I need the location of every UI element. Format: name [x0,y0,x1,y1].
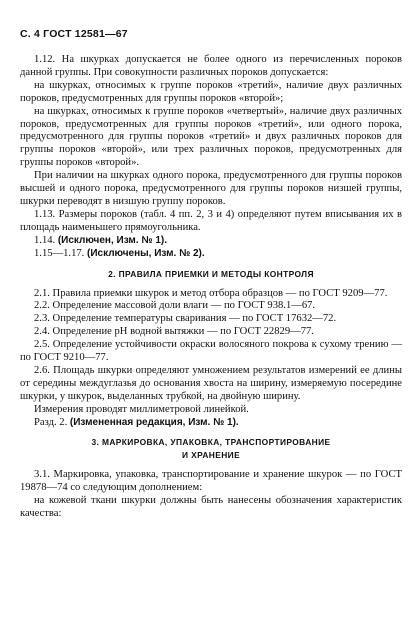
paragraph-2-3: 2.3. Определение температуры сваривания — по ГОСТ 17632—72. [34,313,337,325]
paragraph-3-1: 3.1. Маркировка, упаковка, транспортирование и хранение шкурок — по ГОСТ 19878—74 со следующим дополнением: [20,469,402,494]
paragraph-1-13: 1.13. Размеры пороков (табл. 4 пп. 2, 3 и 4) определяют путем вписывания их в площадь наименьшего прямоугольника. [20,208,402,233]
paragraph-2-6: 2.6. Площадь шкурки определяют умножением результатов измерений ее длины от середины междуглазья до основания хвоста на ширину, измеряемую посередине шкурки, у шкурок, выделанных трубкой, на двойную ширину. [20,364,402,402]
paragraph-single-defect: При наличии на шкурках одного порока, предусмотренного для группы пороков высшей и одного порока, предусмотренного для группы пороков низшей группы, шкурки переводят в низшую группу пороков. [20,170,402,207]
document-body [20,54,402,521]
paragraph-group-third: на шкурках, относимых к группе пороков «третий», наличие двух различных пороков, предусмотренных для группы пороков «второй»; [20,79,402,104]
section-3-title-line-1: 3. МАРКИРОВКА, УПАКОВКА, ТРАНСПОРТИРОВАНИЕ [91,437,331,448]
paragraph-section-2-note [20,417,402,430]
section-2-title: 2. ПРАВИЛА ПРИЕМКИ И МЕТОДЫ КОНТРОЛЯ [108,268,314,279]
paragraph-2-2: 2.2. Определение массовой доли влаги — по ГОСТ 938.1—67. [34,300,316,312]
section-3-title-line-2: И ХРАНЕНИЕ [181,450,241,461]
amendment-note: (Исключены, Изм. № 2). [86,247,205,259]
paragraph-2-4: 2.4. Определение pH водной вытяжки — по ГОСТ 22829—77. [34,326,314,338]
paragraph-1-12: 1.12. На шкурках допускается не более одного из перечисленных пороков данной группы. При совокупности различных пороков допускается: [20,54,402,78]
amendment-note: (Измененная редакция, Изм. № 1). [69,416,239,428]
page-header: С. 4 ГОСТ 12581—67 [20,28,128,40]
clause-number: 1.14. [34,234,56,246]
paragraph-measurement: Измерения проводят миллиметровой линейкой. [34,403,249,415]
paragraph-marking: на кожевой ткани шкурки должны быть нанесены обозначения характеристик качества: [20,495,402,520]
clause-number: 1.15—1.17. [34,247,85,259]
paragraph-2-1: 2.1. Правила приемки шкурок и метод отбора образцов — по ГОСТ 9209—77. [34,287,388,299]
clause-number: Разд. 2. [34,416,68,428]
section-3-title [20,436,402,462]
paragraph-2-5: 2.5. Определение устойчивости окраски волосяного покрова к сухому трению — по ГОСТ 9210—77. [20,339,402,364]
amendment-note: (Исключен, Изм. № 1). [57,234,167,246]
paragraph-1-14 [20,235,402,248]
paragraph-1-15-1-17 [20,248,402,261]
paragraph-group-fourth: на шкурках, относимых к группе пороков «четвертый», наличие двух различных пороков, предусмотренных для группы пороков «третий», или одного порока, предусмотренного для группы пороков «третий» и двух различных пороков для группы пороков «второй», или трех различных пороков, предусмотренных для группы пороков «второй». [20,105,402,169]
